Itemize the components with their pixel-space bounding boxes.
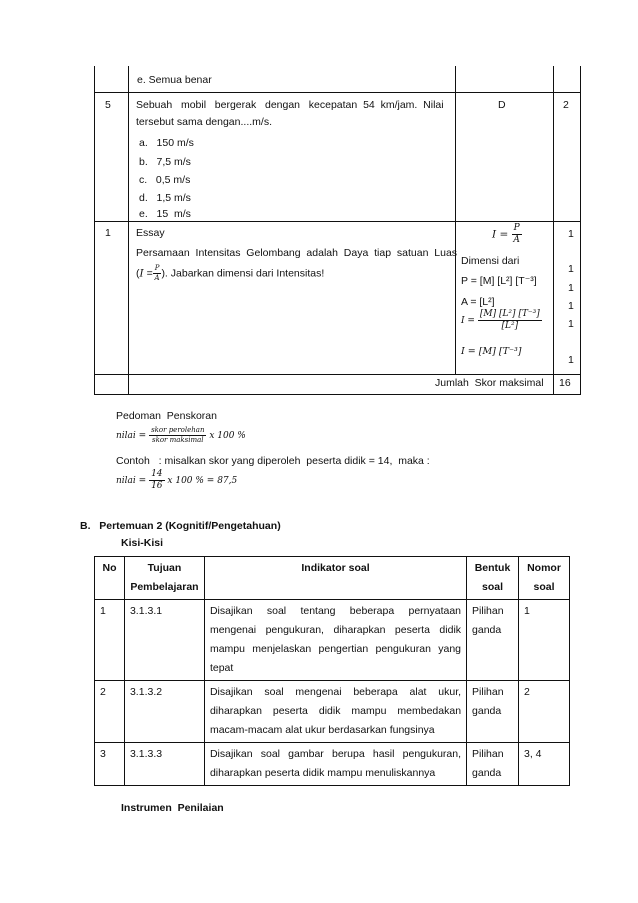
score: 1 [568, 300, 574, 312]
table-header-row [95, 557, 570, 600]
row-bentuk: Pilihan ganda [467, 743, 519, 786]
table-row [95, 743, 570, 786]
total-value: 16 [559, 377, 571, 389]
header-no: No [95, 557, 125, 600]
row-no: 1 [95, 600, 125, 681]
row-tujuan: 3.1.3.2 [124, 681, 204, 743]
option-b: b. 7,5 m/s [139, 156, 191, 168]
row-tujuan: 3.1.3.1 [124, 600, 204, 681]
score: 1 [568, 354, 574, 366]
example-formula: nilai = $\frac{14}{16}$ x 100 % = 87,5 [116, 469, 238, 491]
row-nomor: 3, 4 [519, 743, 570, 786]
row-nomor: 1 [519, 600, 570, 681]
question-text: Persamaan Intensitas Gelombang adalah Daya tiap satuan Luas [136, 247, 458, 259]
row-tujuan: 3.1.3.3 [124, 743, 204, 786]
row-number: 1 [105, 227, 111, 239]
section-subheading: Kisi-Kisi [121, 537, 164, 549]
option-a: a. 150 m/s [139, 137, 194, 149]
scoring-formula: nilai = $\frac{\text{skor perolehan}}{\text{skor maksimal}}$ x 100 % [116, 426, 246, 444]
answer-result: I = [M] [T⁻³] [461, 346, 522, 357]
kisi-kisi-table [94, 556, 570, 786]
row-nomor: 2 [519, 681, 570, 743]
row-number: 5 [105, 99, 111, 111]
answer-key: D [498, 99, 506, 111]
row-no: 3 [95, 743, 125, 786]
answer-substitution: I = $\frac{\text{[M] [L²] [T⁻³]}}{\text{[L²]}}$ [461, 309, 540, 331]
header-tujuan: Tujuan Pembelajaran [124, 557, 204, 600]
option-c: c. 0,5 m/s [139, 174, 191, 186]
score: 1 [568, 282, 574, 294]
question-text: Sebuah mobil bergerak dengan kecepatan 54 km/jam. Nilai [136, 99, 444, 111]
answer-dimension-intro: Dimensi dari [461, 255, 520, 267]
row-no: 2 [95, 681, 125, 743]
scoring-example: Contoh : misalkan skor yang diperoleh peserta didik = 14, maka : [116, 455, 430, 467]
option-e-prev: e. Semua benar [137, 74, 212, 86]
table-row [95, 681, 570, 743]
scoring-guide-title: Pedoman Penskoran [116, 410, 217, 422]
row-indikator: Disajikan soal mengenai beberapa alat ukur, diharapkan peserta didik mampu membedakan macam-macam alat ukur berdasarkan fungsinya [204, 681, 466, 743]
row-indikator: Disajikan soal tentang beberapa pernyataan mengenai pengukuran, diharapkan peserta didik mampu menjelaskan pengertian pengukuran yang tepat [204, 600, 466, 681]
question-text-cont: tersebut sama dengan....m/s. [136, 116, 272, 128]
question-type: Essay [136, 227, 165, 239]
header-indikator: Indikator soal [204, 557, 466, 600]
answer-area-dimension: A = [L²] [461, 296, 495, 308]
row-indikator: Disajikan soal gambar berupa hasil pengukuran, diharapkan peserta didik mampu menuliskannya [204, 743, 466, 786]
section-heading: B. Pertemuan 2 (Kognitif/Pengetahuan) [80, 520, 281, 532]
instrumen-heading: Instrumen Penilaian [121, 802, 224, 814]
question-formula: (I = $\frac{P}{A}$ ). Jabarkan dimensi dari Intensitas! [136, 264, 325, 282]
score: 2 [563, 99, 569, 111]
header-nomor: Nomor soal [519, 557, 570, 600]
table-row [95, 600, 570, 681]
row-bentuk: Pilihan ganda [467, 600, 519, 681]
score: 1 [568, 228, 574, 240]
row-bentuk: Pilihan ganda [467, 681, 519, 743]
option-e: e. 15 m/s [139, 208, 191, 220]
score: 1 [568, 263, 574, 275]
score: 1 [568, 318, 574, 330]
answer-power-dimension: P = [M] [L²] [T⁻³] [461, 275, 537, 287]
header-bentuk: Bentuk soal [467, 557, 519, 600]
total-label: Jumlah Skor maksimal [435, 377, 544, 389]
answer-formula: I = $\frac{P}{A}$ [492, 223, 520, 245]
option-d: d. 1,5 m/s [139, 192, 191, 204]
